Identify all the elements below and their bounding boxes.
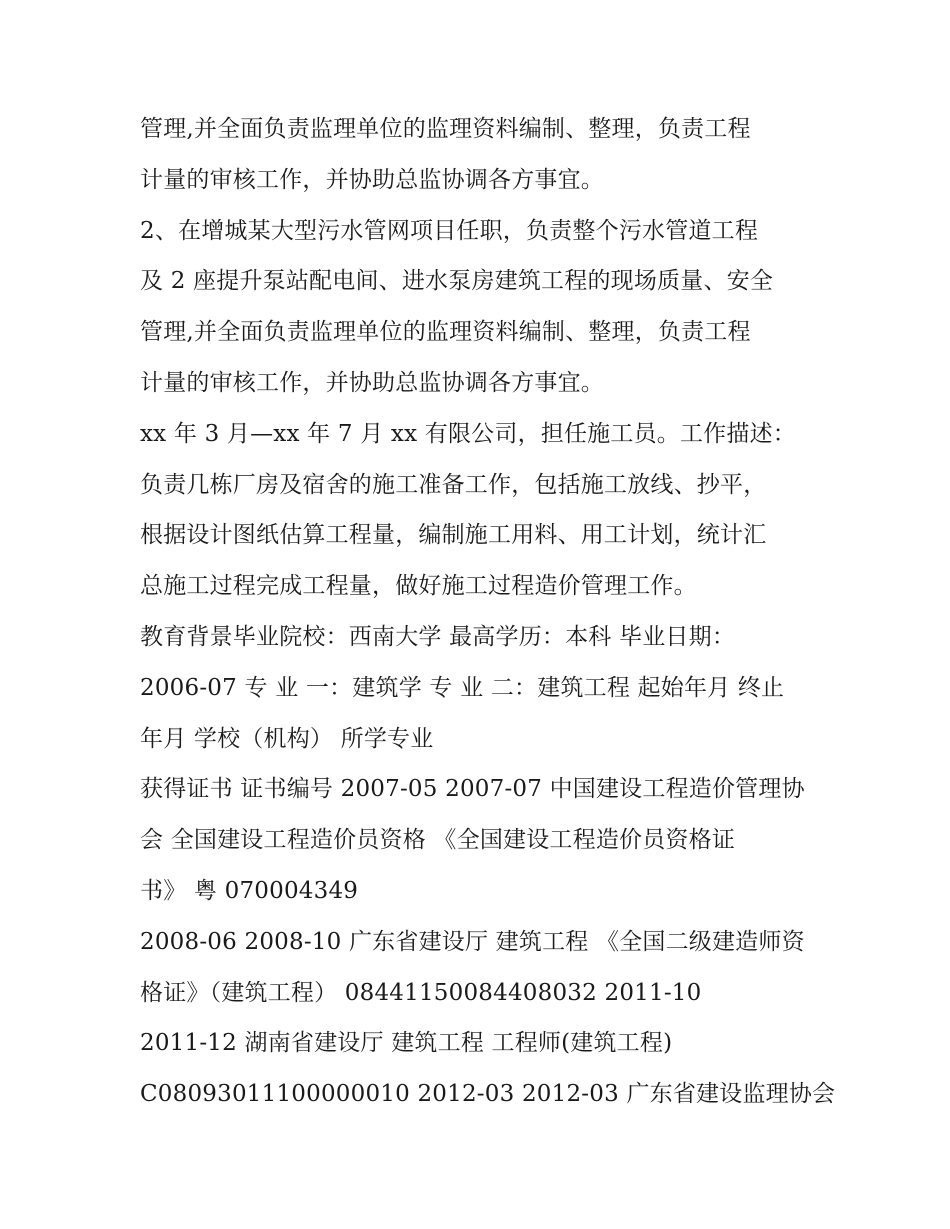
text-line: 会 全国建设工程造价员资格 《全国建设工程造价员资格证 bbox=[140, 827, 736, 854]
text-line: C08093011100000010 2012-03 2012-03 广东省建设监理协会 bbox=[140, 1081, 836, 1108]
text-line: 年月 学校（机构） 所学专业 bbox=[140, 725, 434, 752]
document-body bbox=[140, 104, 836, 1120]
text-line: 计量的审核工作，并协助总监协调各方事宜。 bbox=[140, 369, 604, 396]
text-line: 总施工过程完成工程量，做好施工过程造价管理工作。 bbox=[140, 573, 697, 600]
text-line: 教育背景毕业院校：西南大学 最高学历：本科 毕业日期： bbox=[140, 623, 736, 650]
text-line: xx 年 3 月—xx 年 7 月 xx 有限公司，担任施工员。工作描述： bbox=[140, 420, 796, 447]
text-line: 书》 粤 070004349 bbox=[140, 877, 359, 904]
text-line: 获得证书 证书编号 2007-05 2007-07 中国建设工程造价管理协 bbox=[140, 776, 805, 803]
text-line: 负责几栋厂房及宿舍的施工准备工作，包括施工放线、抄平， bbox=[140, 471, 767, 498]
text-line: 2011-12 湖南省建设厅 建筑工程 工程师(建筑工程) bbox=[140, 1030, 673, 1057]
text-line: 2、在增城某大型污水管网项目任职，负责整个污水管道工程 bbox=[140, 217, 759, 244]
text-line: 2006-07 专 业 一：建筑学 专 业 二：建筑工程 起始年月 终止 bbox=[140, 674, 785, 701]
text-line: 格证》（建筑工程） 08441150084408032 2011-10 bbox=[140, 979, 702, 1006]
text-line: 及 2 座提升泵站配电间、进水泵房建筑工程的现场质量、安全 bbox=[140, 268, 774, 295]
text-line: 管理,并全面负责监理单位的监理资料编制、整理，负责工程 bbox=[140, 319, 751, 346]
text-line: 2008-06 2008-10 广东省建设厅 建筑工程 《全国二级建造师资 bbox=[140, 928, 805, 955]
text-line: 根据设计图纸估算工程量，编制施工用料、用工计划，统计汇 bbox=[140, 522, 767, 549]
text-line: 计量的审核工作，并协助总监协调各方事宜。 bbox=[140, 166, 604, 193]
text-line: 管理,并全面负责监理单位的监理资料编制、整理，负责工程 bbox=[140, 116, 751, 142]
